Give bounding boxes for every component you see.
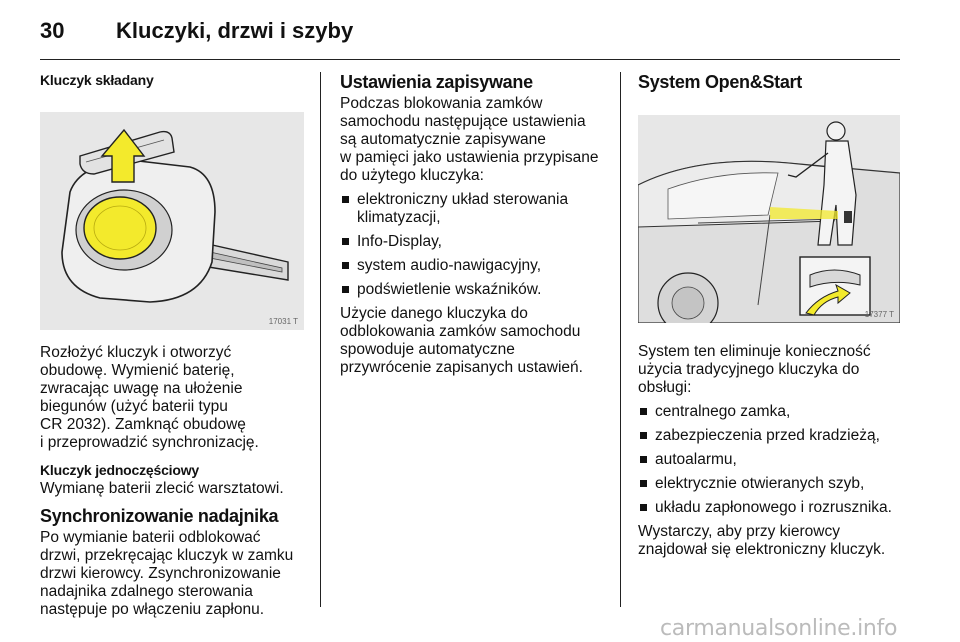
one-piece-key-paragraph: Wymianę baterii zlecić warsztatowi. (40, 480, 284, 497)
header-rule (40, 59, 900, 60)
list-item: zabezpieczenia przed kradzieżą, (638, 427, 906, 445)
open-start-illustration (638, 115, 900, 323)
list-item: Info-Display, (340, 233, 608, 251)
square-bullet-icon (640, 408, 647, 415)
square-bullet-icon (342, 262, 349, 269)
heading-open-start: System Open&Start (638, 72, 802, 92)
square-bullet-icon (342, 286, 349, 293)
car-door-handle-icon (638, 115, 900, 323)
sync-paragraph: Po wymianie baterii odblokować drzwi, przekręcając kluczyk w zamku drzwi kierowcy. Zsynchronizowanie nadajnika zdalnego sterowania następuje po włączeniu zapłonu. (40, 529, 294, 618)
list-item: podświetlenie wskaźników. (340, 281, 608, 299)
folding-key-illustration (40, 112, 304, 330)
column-left (40, 72, 308, 625)
list-item: elektrycznie otwieranych szyb, (638, 475, 906, 493)
watermark: carmanualsonline.info (660, 616, 898, 641)
open-start-intro: System ten eliminuje konieczność użycia tradycyjnego kluczyka do obsługi: (638, 343, 871, 396)
heading-one-piece-key: Kluczyk jednoczęściowy (40, 462, 199, 478)
heading-saved-settings: Ustawienia zapisywane (340, 72, 533, 92)
heading-sync: Synchronizowanie nadajnika (40, 506, 279, 526)
square-bullet-icon (342, 238, 349, 245)
column-middle (340, 72, 608, 383)
folding-key-paragraph: Rozłożyć kluczyk i otworzyć obudowę. Wymienić baterię, zwracając uwagę na ułożenie biegunów (użyć baterii typu CR 2032). Zamknąć obudowę i przeprowadzić synchronizację. (40, 344, 259, 451)
saved-settings-list (340, 191, 608, 299)
page-number: 30 (40, 18, 65, 43)
square-bullet-icon (640, 504, 647, 511)
list-item: elektroniczny układ sterowania klimatyzacji, (340, 191, 608, 227)
column-right (638, 72, 906, 565)
column-divider (320, 72, 321, 607)
square-bullet-icon (640, 456, 647, 463)
open-start-list (638, 403, 906, 517)
list-item: autoalarmu, (638, 451, 906, 469)
figure-code: 17031 T (268, 317, 298, 326)
square-bullet-icon (342, 196, 349, 203)
figure-code: 17377 T (864, 310, 894, 319)
list-item: system audio-nawigacyjny, (340, 257, 608, 275)
folding-key-battery-icon (40, 112, 304, 330)
saved-settings-outro: Użycie danego kluczyka do odblokowania zamków samochodu spowoduje automatyczne przywrócenie zapisanych ustawień. (340, 305, 583, 376)
saved-settings-intro: Podczas blokowania zamków samochodu następujące ustawienia są automatycznie zapisywane w pamięci jako ustawienia przypisane do użytego kluczyka: (340, 95, 599, 184)
open-start-outro: Wystarczy, aby przy kierowcy znajdował się elektroniczny kluczyk. (638, 523, 886, 558)
column-divider (620, 72, 621, 607)
list-item: układu zapłonowego i rozrusznika. (638, 499, 906, 517)
list-item: centralnego zamka, (638, 403, 906, 421)
page-title: Kluczyki, drzwi i szyby (116, 18, 354, 43)
heading-folding-key: Kluczyk składany (40, 72, 154, 88)
square-bullet-icon (640, 480, 647, 487)
square-bullet-icon (640, 432, 647, 439)
